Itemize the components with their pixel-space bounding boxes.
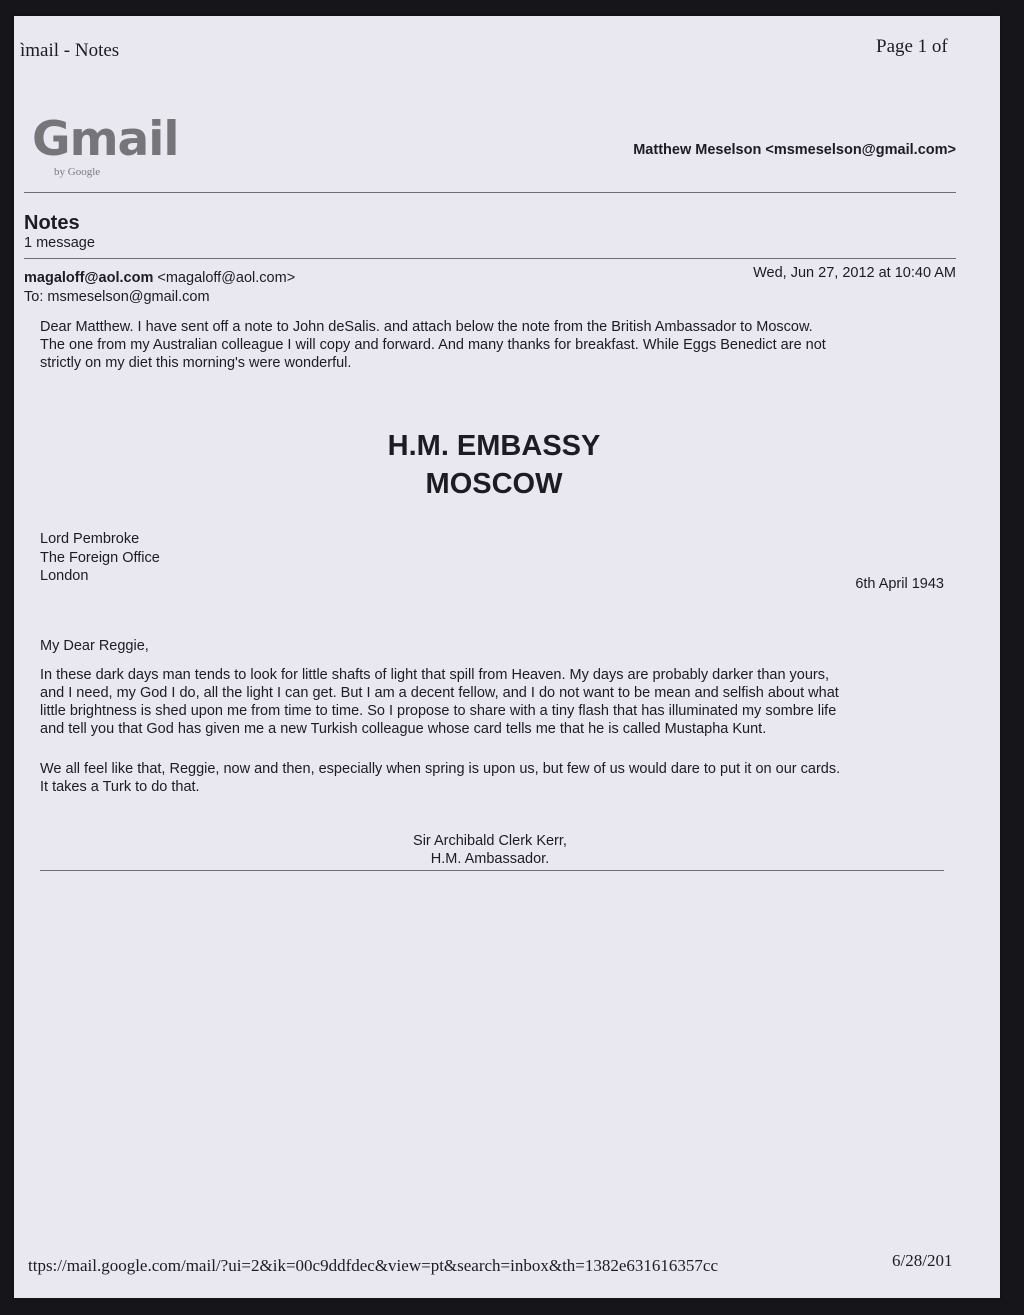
message-recipient: To: msmeselson@gmail.com [24,289,210,305]
thread-subject: Notes [24,212,80,234]
paragraph-line: and tell you that God has given me a new Turkish colleague whose card tells me that he is called Mustapha Kunt. [40,721,767,737]
letter-address [40,530,160,586]
address-line: The Foreign Office [40,549,160,566]
printed-page [14,16,1000,1298]
intro-line: The one from my Australian colleague I will copy and forward. And many thanks for breakfast. While Eggs Benedict are not [40,337,826,353]
intro-line: Dear Matthew. I have sent off a note to John deSalis. and attach below the note from the British Ambassador to Moscow. [40,319,813,335]
letter-heading-embassy: H.M. EMBASSY [387,430,601,462]
letter-paragraph-1 [40,666,950,738]
letter-signature [390,832,590,868]
print-header-title: ìmail - Notes [20,40,120,61]
divider [40,870,944,871]
letter-heading-city: MOSCOW [425,468,563,500]
intro-line: strictly on my diet this morning's were wonderful. [40,355,352,371]
sender-address: <magaloff@aol.com> [157,270,296,286]
divider [24,192,956,193]
print-footer-date: 6/28/201 [892,1251,953,1270]
letter-salutation: My Dear Reggie, [40,638,149,654]
paragraph-line: In these dark days man tends to look for little shafts of light that spill from Heaven. My days are probably darker than yours, [40,667,830,683]
message-sender [24,270,295,286]
gmail-byline: by Google [54,166,101,178]
message-date: Wed, Jun 27, 2012 at 10:40 AM [753,265,956,281]
paragraph-line: We all feel like that, Reggie, now and then, especially when spring is upon us, but few of us would dare to put it on our cards. [40,761,841,777]
account-identity: Matthew Meselson <msmeselson@gmail.com> [633,142,956,158]
print-header-page: Page 1 of [876,36,948,57]
message-intro [40,318,940,372]
signature-name: Sir Archibald Clerk Kerr, [413,833,567,849]
address-line: Lord Pembroke [40,531,140,547]
print-footer-url: ttps://mail.google.com/mail/?ui=2&ik=00c9ddfdec&view=pt&search=inbox&th=1382e631616357cc [28,1256,719,1275]
sender-email: magaloff@aol.com [24,270,154,286]
address-line: London [40,568,89,584]
signature-title: H.M. Ambassador. [430,851,550,867]
gmail-logo [32,114,192,186]
letter-date: 6th April 1943 [855,576,944,592]
divider [24,258,956,259]
paragraph-line: little brightness is shed upon me from time to time. So I propose to share with a tiny flash that has illuminated my sombre life [40,703,837,719]
paragraph-line: It takes a Turk to do that. [40,779,200,795]
message-count: 1 message [24,235,95,251]
letter-paragraph-2 [40,760,950,796]
paragraph-line: and I need, my God I do, all the light I can get. But I am a decent fellow, and I do not want to be mean and selfish about what [40,685,839,701]
gmail-wordmark: Gmail [32,112,179,167]
